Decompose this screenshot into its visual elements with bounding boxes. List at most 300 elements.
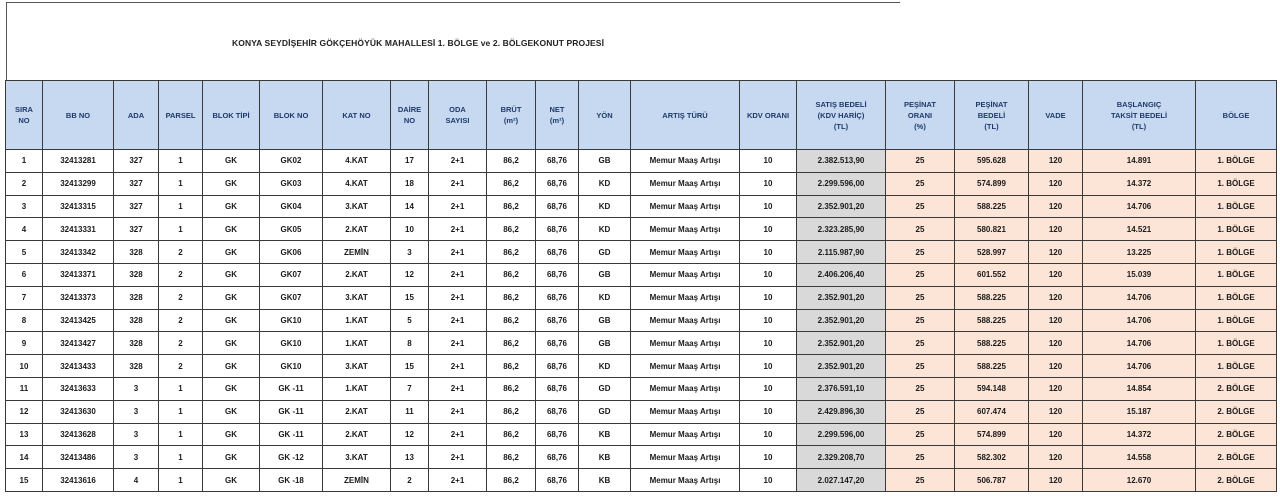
table-cell: 328 — [114, 355, 159, 378]
column-header-line: (TL) — [1131, 121, 1147, 131]
table-cell: 588.225 — [955, 309, 1029, 332]
table-cell: 1 — [159, 172, 203, 195]
table-cell: 86,2 — [487, 423, 536, 446]
table-cell: 120 — [1029, 172, 1083, 195]
table-cell: 2.KAT — [323, 423, 391, 446]
table-cell: 86,2 — [487, 332, 536, 355]
table-cell: 5 — [6, 241, 43, 264]
table-cell: 3 — [114, 377, 159, 400]
table-cell: 86,2 — [487, 263, 536, 286]
table-cell: 3.KAT — [323, 355, 391, 378]
column-header-line: (m²) — [503, 116, 519, 125]
table-cell: 120 — [1029, 377, 1083, 400]
table-cell: 2.KAT — [323, 218, 391, 241]
table-cell: Memur Maaş Artışı — [631, 309, 740, 332]
table-cell: 327 — [114, 172, 159, 195]
table-cell: 86,2 — [487, 218, 536, 241]
table-cell: KD — [579, 218, 631, 241]
table-cell: 2+1 — [429, 172, 487, 195]
table-cell: GK10 — [260, 332, 323, 355]
table-cell: GK — [203, 377, 260, 400]
table-cell: Memur Maaş Artışı — [631, 286, 740, 309]
column-header — [536, 81, 579, 150]
table-cell: GK — [203, 400, 260, 423]
table-cell: 68,76 — [536, 195, 579, 218]
table-cell: 2 — [159, 286, 203, 309]
table-cell: 5 — [391, 309, 429, 332]
table-cell: 2.299.596,00 — [797, 423, 886, 446]
table-cell: 1 — [6, 150, 43, 173]
table-cell: 86,2 — [487, 446, 536, 469]
table-cell: 120 — [1029, 446, 1083, 469]
table-cell: 2.299.596,00 — [797, 172, 886, 195]
table-cell: GD — [579, 400, 631, 423]
table-cell: 1. BÖLGE — [1196, 309, 1277, 332]
table-cell: 25 — [886, 332, 955, 355]
table-row — [6, 263, 1277, 286]
column-header — [43, 81, 114, 150]
table-cell: 120 — [1029, 332, 1083, 355]
table-cell: GK02 — [260, 150, 323, 173]
table-cell: 68,76 — [536, 355, 579, 378]
column-header-line: (TL) — [833, 121, 849, 131]
table-cell: 68,76 — [536, 241, 579, 264]
table-cell: 32413315 — [43, 195, 114, 218]
table-cell: 10 — [740, 309, 797, 332]
table-cell: 1 — [159, 218, 203, 241]
table-row — [6, 172, 1277, 195]
table-row — [6, 286, 1277, 309]
table-cell: GK — [203, 172, 260, 195]
table-cell: Memur Maaş Artışı — [631, 446, 740, 469]
table-cell: 15.039 — [1083, 263, 1196, 286]
table-cell: 32413616 — [43, 469, 114, 492]
table-cell: 2.352.901,20 — [797, 286, 886, 309]
table-cell: 32413342 — [43, 241, 114, 264]
table-cell: GB — [579, 309, 631, 332]
table-cell: 1 — [159, 446, 203, 469]
table-cell: 10 — [740, 332, 797, 355]
table-cell: 32413371 — [43, 263, 114, 286]
table-cell: Memur Maaş Artışı — [631, 241, 740, 264]
table-cell: 1. BÖLGE — [1196, 150, 1277, 173]
table-cell: GK06 — [260, 241, 323, 264]
table-cell: GK -11 — [260, 423, 323, 446]
table-cell: 8 — [6, 309, 43, 332]
table-cell: 25 — [886, 469, 955, 492]
table-cell: KD — [579, 355, 631, 378]
table-cell: 2+1 — [429, 241, 487, 264]
table-cell: GK — [203, 195, 260, 218]
table-cell: GK — [203, 150, 260, 173]
table-cell: 2+1 — [429, 377, 487, 400]
table-cell: 25 — [886, 400, 955, 423]
table-cell: 2. BÖLGE — [1196, 446, 1277, 469]
table-row — [6, 355, 1277, 378]
column-header-line: ADA — [127, 110, 145, 120]
table-cell: 25 — [886, 309, 955, 332]
table-cell: 1 — [159, 423, 203, 446]
table-cell: Memur Maaş Artışı — [631, 400, 740, 423]
column-header-line: SATIŞ BEDELİ — [815, 99, 867, 109]
table-cell: GK — [203, 469, 260, 492]
table-cell: GK07 — [260, 263, 323, 286]
table-cell: 2. BÖLGE — [1196, 469, 1277, 492]
table-cell: GK -12 — [260, 446, 323, 469]
table-row — [6, 400, 1277, 423]
column-header — [323, 81, 391, 150]
table-cell: 574.899 — [955, 172, 1029, 195]
column-header-line: (%) — [914, 121, 926, 131]
table-cell: ZEMİN — [323, 241, 391, 264]
table-cell: 574.899 — [955, 423, 1029, 446]
table-cell: 1.KAT — [323, 332, 391, 355]
table-cell: 1. BÖLGE — [1196, 218, 1277, 241]
table-cell: 3 — [114, 423, 159, 446]
column-header — [260, 81, 323, 150]
table-cell: 6 — [6, 263, 43, 286]
table-cell: GK07 — [260, 286, 323, 309]
table-cell: 10 — [740, 218, 797, 241]
table-cell: 7 — [6, 286, 43, 309]
table-cell: Memur Maaş Artışı — [631, 469, 740, 492]
column-header — [579, 81, 631, 150]
table-cell: 2.115.987,90 — [797, 241, 886, 264]
table-cell: 86,2 — [487, 286, 536, 309]
column-header-line: PEŞİNAT — [904, 99, 936, 109]
table-cell: 68,76 — [536, 263, 579, 286]
table-cell: 120 — [1029, 355, 1083, 378]
column-header-line: (KDV HARİÇ) — [817, 110, 865, 120]
table-cell: 601.552 — [955, 263, 1029, 286]
column-header — [631, 81, 740, 150]
table-cell: 2. BÖLGE — [1196, 400, 1277, 423]
column-header-line: PARSEL — [165, 110, 196, 120]
table-cell: 2. BÖLGE — [1196, 423, 1277, 446]
table-cell: 12 — [6, 400, 43, 423]
table-cell: GK — [203, 446, 260, 469]
table-cell: 1.KAT — [323, 309, 391, 332]
table-cell: 3 — [114, 446, 159, 469]
column-header — [159, 81, 203, 150]
table-row — [6, 469, 1277, 492]
table-cell: GK — [203, 355, 260, 378]
table-cell: 14.706 — [1083, 309, 1196, 332]
table-cell: GK10 — [260, 355, 323, 378]
table-cell: 68,76 — [536, 423, 579, 446]
column-header-line: NO — [18, 116, 30, 125]
table-cell: Memur Maaş Artışı — [631, 195, 740, 218]
table-cell: 25 — [886, 263, 955, 286]
column-header-line: NO — [403, 116, 416, 125]
column-header-line: ARTIŞ TÜRÜ — [662, 110, 708, 120]
table-cell: 68,76 — [536, 400, 579, 423]
table-cell: 10 — [740, 446, 797, 469]
table-cell: GK -11 — [260, 400, 323, 423]
table-cell: GB — [579, 263, 631, 286]
table-cell: 25 — [886, 377, 955, 400]
table-cell: 25 — [886, 172, 955, 195]
table-cell: 68,76 — [536, 377, 579, 400]
column-header-line: (m²) — [549, 116, 565, 125]
table-cell: 10 — [740, 423, 797, 446]
column-header-line: BLOK TİPİ — [212, 110, 250, 120]
table-cell: 12.670 — [1083, 469, 1196, 492]
table-cell: 328 — [114, 309, 159, 332]
column-header — [487, 81, 536, 150]
table-cell: 2. BÖLGE — [1196, 377, 1277, 400]
table-cell: GK -18 — [260, 469, 323, 492]
table-cell: 10 — [740, 400, 797, 423]
table-cell: 327 — [114, 150, 159, 173]
table-cell: 86,2 — [487, 400, 536, 423]
table-cell: 1 — [159, 400, 203, 423]
table-cell: 86,2 — [487, 377, 536, 400]
table-cell: 328 — [114, 332, 159, 355]
table-cell: 68,76 — [536, 150, 579, 173]
table-cell: GK — [203, 309, 260, 332]
table-cell: 10 — [740, 286, 797, 309]
table-cell: 15.187 — [1083, 400, 1196, 423]
table-cell: KB — [579, 446, 631, 469]
table-cell: 32413331 — [43, 218, 114, 241]
table-cell: 3.KAT — [323, 446, 391, 469]
table-cell: GK — [203, 332, 260, 355]
table-cell: Memur Maaş Artışı — [631, 355, 740, 378]
table-cell: 2.KAT — [323, 263, 391, 286]
table-cell: 2+1 — [429, 286, 487, 309]
table-row — [6, 241, 1277, 264]
table-row — [6, 150, 1277, 173]
table-cell: GB — [579, 150, 631, 173]
table-cell: 120 — [1029, 195, 1083, 218]
column-header-line: DAİRE — [397, 105, 422, 114]
table-cell: GK — [203, 286, 260, 309]
table-cell: 2.376.591,10 — [797, 377, 886, 400]
table-cell: 12 — [391, 263, 429, 286]
column-header — [797, 81, 886, 150]
table-cell: 25 — [886, 150, 955, 173]
table-row — [6, 332, 1277, 355]
table-cell: 68,76 — [536, 286, 579, 309]
table-row — [6, 377, 1277, 400]
table-cell: 1. BÖLGE — [1196, 241, 1277, 264]
table-cell: 120 — [1029, 400, 1083, 423]
column-header — [955, 81, 1029, 150]
table-cell: 15 — [391, 286, 429, 309]
table-cell: 2.352.901,20 — [797, 309, 886, 332]
table-cell: 14.706 — [1083, 195, 1196, 218]
table-cell: 10 — [740, 355, 797, 378]
table-cell: 86,2 — [487, 195, 536, 218]
table-cell: 68,76 — [536, 446, 579, 469]
table-cell: 595.628 — [955, 150, 1029, 173]
table-cell: 4 — [114, 469, 159, 492]
table-cell: KB — [579, 469, 631, 492]
table-cell: 15 — [6, 469, 43, 492]
table-cell: 14.521 — [1083, 218, 1196, 241]
table-cell: Memur Maaş Artışı — [631, 172, 740, 195]
table-cell: GK03 — [260, 172, 323, 195]
table-row — [6, 423, 1277, 446]
table-row — [6, 446, 1277, 469]
table-cell: 327 — [114, 195, 159, 218]
table-cell: 3 — [391, 241, 429, 264]
table-cell: 10 — [740, 469, 797, 492]
table-cell: 120 — [1029, 286, 1083, 309]
table-cell: 86,2 — [487, 172, 536, 195]
table-cell: 2.352.901,20 — [797, 195, 886, 218]
table-cell: 2.329.208,70 — [797, 446, 886, 469]
table-cell: 7 — [391, 377, 429, 400]
table-cell: GK -11 — [260, 377, 323, 400]
table-cell: GK — [203, 263, 260, 286]
table-cell: 1.KAT — [323, 377, 391, 400]
table-cell: 1. BÖLGE — [1196, 195, 1277, 218]
table-body — [6, 150, 1277, 492]
column-header-line: NET — [549, 105, 565, 114]
column-header-line: BÖLGE — [1222, 110, 1250, 120]
table-cell: 2.406.206,40 — [797, 263, 886, 286]
table-cell: 32413628 — [43, 423, 114, 446]
table-cell: 8 — [391, 332, 429, 355]
table-cell: 2 — [159, 355, 203, 378]
table-cell: 86,2 — [487, 355, 536, 378]
table-cell: 588.225 — [955, 332, 1029, 355]
table-cell: 4 — [6, 218, 43, 241]
table-cell: 3.KAT — [323, 195, 391, 218]
table-cell: 14.372 — [1083, 423, 1196, 446]
table-cell: GD — [579, 241, 631, 264]
table-cell: 10 — [391, 218, 429, 241]
table-cell: 14.706 — [1083, 332, 1196, 355]
table-cell: 10 — [740, 195, 797, 218]
table-cell: 506.787 — [955, 469, 1029, 492]
table-cell: 4.KAT — [323, 172, 391, 195]
table-cell: 588.225 — [955, 286, 1029, 309]
table-cell: 2.429.896,30 — [797, 400, 886, 423]
table-cell: 10 — [740, 377, 797, 400]
table-cell: 2.027.147,20 — [797, 469, 886, 492]
column-header — [6, 81, 43, 150]
table-cell: 3.KAT — [323, 286, 391, 309]
table-cell: 2+1 — [429, 423, 487, 446]
column-header — [740, 81, 797, 150]
table-cell: 86,2 — [487, 309, 536, 332]
table-cell: 607.474 — [955, 400, 1029, 423]
table-cell: 18 — [391, 172, 429, 195]
table-cell: 328 — [114, 263, 159, 286]
column-header-line: VADE — [1045, 110, 1066, 120]
table-cell: 9 — [6, 332, 43, 355]
table-cell: 14.891 — [1083, 150, 1196, 173]
column-header-line: BEDELİ — [977, 110, 1006, 120]
table-cell: 10 — [6, 355, 43, 378]
column-header — [391, 81, 429, 150]
sales-table — [5, 80, 1277, 492]
table-cell: Memur Maaş Artışı — [631, 150, 740, 173]
table-cell: 10 — [740, 241, 797, 264]
table-cell: 14.854 — [1083, 377, 1196, 400]
table-cell: GB — [579, 332, 631, 355]
table-cell: 25 — [886, 286, 955, 309]
table-cell: 32413425 — [43, 309, 114, 332]
table-cell: 3 — [6, 195, 43, 218]
column-header-line: SIRA — [15, 105, 33, 114]
column-header-line: BLOK NO — [273, 110, 309, 120]
table-cell: 327 — [114, 218, 159, 241]
table-cell: 2+1 — [429, 332, 487, 355]
table-cell: 2 — [6, 172, 43, 195]
page-title: KONYA SEYDİŞEHİR GÖKÇEHÖYÜK MAHALLESİ 1. BÖLGE ve 2. BÖLGEKONUT PROJESİ — [232, 38, 605, 48]
table-cell: 32413299 — [43, 172, 114, 195]
table-cell: KD — [579, 286, 631, 309]
table-cell: GK05 — [260, 218, 323, 241]
table-cell: 15 — [391, 355, 429, 378]
table-cell: 68,76 — [536, 218, 579, 241]
table-cell: 17 — [391, 150, 429, 173]
table-cell: 2.352.901,20 — [797, 332, 886, 355]
table-cell: 1. BÖLGE — [1196, 286, 1277, 309]
table-cell: 25 — [886, 195, 955, 218]
table-header — [6, 81, 1277, 150]
table-cell: 11 — [6, 377, 43, 400]
table-cell: 120 — [1029, 309, 1083, 332]
table-cell: 120 — [1029, 469, 1083, 492]
table-cell: 12 — [391, 423, 429, 446]
table-cell: 11 — [391, 400, 429, 423]
table-cell: 68,76 — [536, 332, 579, 355]
table-cell: 14.372 — [1083, 172, 1196, 195]
column-header — [1196, 81, 1277, 150]
table-cell: 86,2 — [487, 469, 536, 492]
table-cell: 580.821 — [955, 218, 1029, 241]
table-cell: 1 — [159, 377, 203, 400]
table-cell: 582.302 — [955, 446, 1029, 469]
table-row — [6, 309, 1277, 332]
table-cell: 25 — [886, 218, 955, 241]
table-cell: 14.706 — [1083, 355, 1196, 378]
table-cell: 2+1 — [429, 469, 487, 492]
table-cell: 2+1 — [429, 150, 487, 173]
table-cell: 3 — [114, 400, 159, 423]
table-cell: 25 — [886, 241, 955, 264]
column-header-line: YÖN — [596, 110, 613, 120]
table-cell: Memur Maaş Artışı — [631, 377, 740, 400]
column-header-line: SAYISI — [445, 116, 470, 125]
table-cell: 86,2 — [487, 150, 536, 173]
table-cell: GK — [203, 218, 260, 241]
table-cell: Memur Maaş Artışı — [631, 218, 740, 241]
table-cell: 1. BÖLGE — [1196, 332, 1277, 355]
table-cell: 25 — [886, 423, 955, 446]
table-cell: 2.KAT — [323, 400, 391, 423]
table-cell: 13 — [6, 423, 43, 446]
table-cell: 2+1 — [429, 195, 487, 218]
table-cell: 588.225 — [955, 355, 1029, 378]
table-cell: 14 — [391, 195, 429, 218]
table-cell: 68,76 — [536, 469, 579, 492]
table-cell: 32413633 — [43, 377, 114, 400]
table-cell: 328 — [114, 241, 159, 264]
table-cell: 25 — [886, 355, 955, 378]
column-header-line: KAT NO — [342, 110, 371, 120]
table-cell: 86,2 — [487, 241, 536, 264]
table-cell: KB — [579, 423, 631, 446]
table-cell: 588.225 — [955, 195, 1029, 218]
table-cell: 2+1 — [429, 400, 487, 423]
table-cell: 2+1 — [429, 446, 487, 469]
